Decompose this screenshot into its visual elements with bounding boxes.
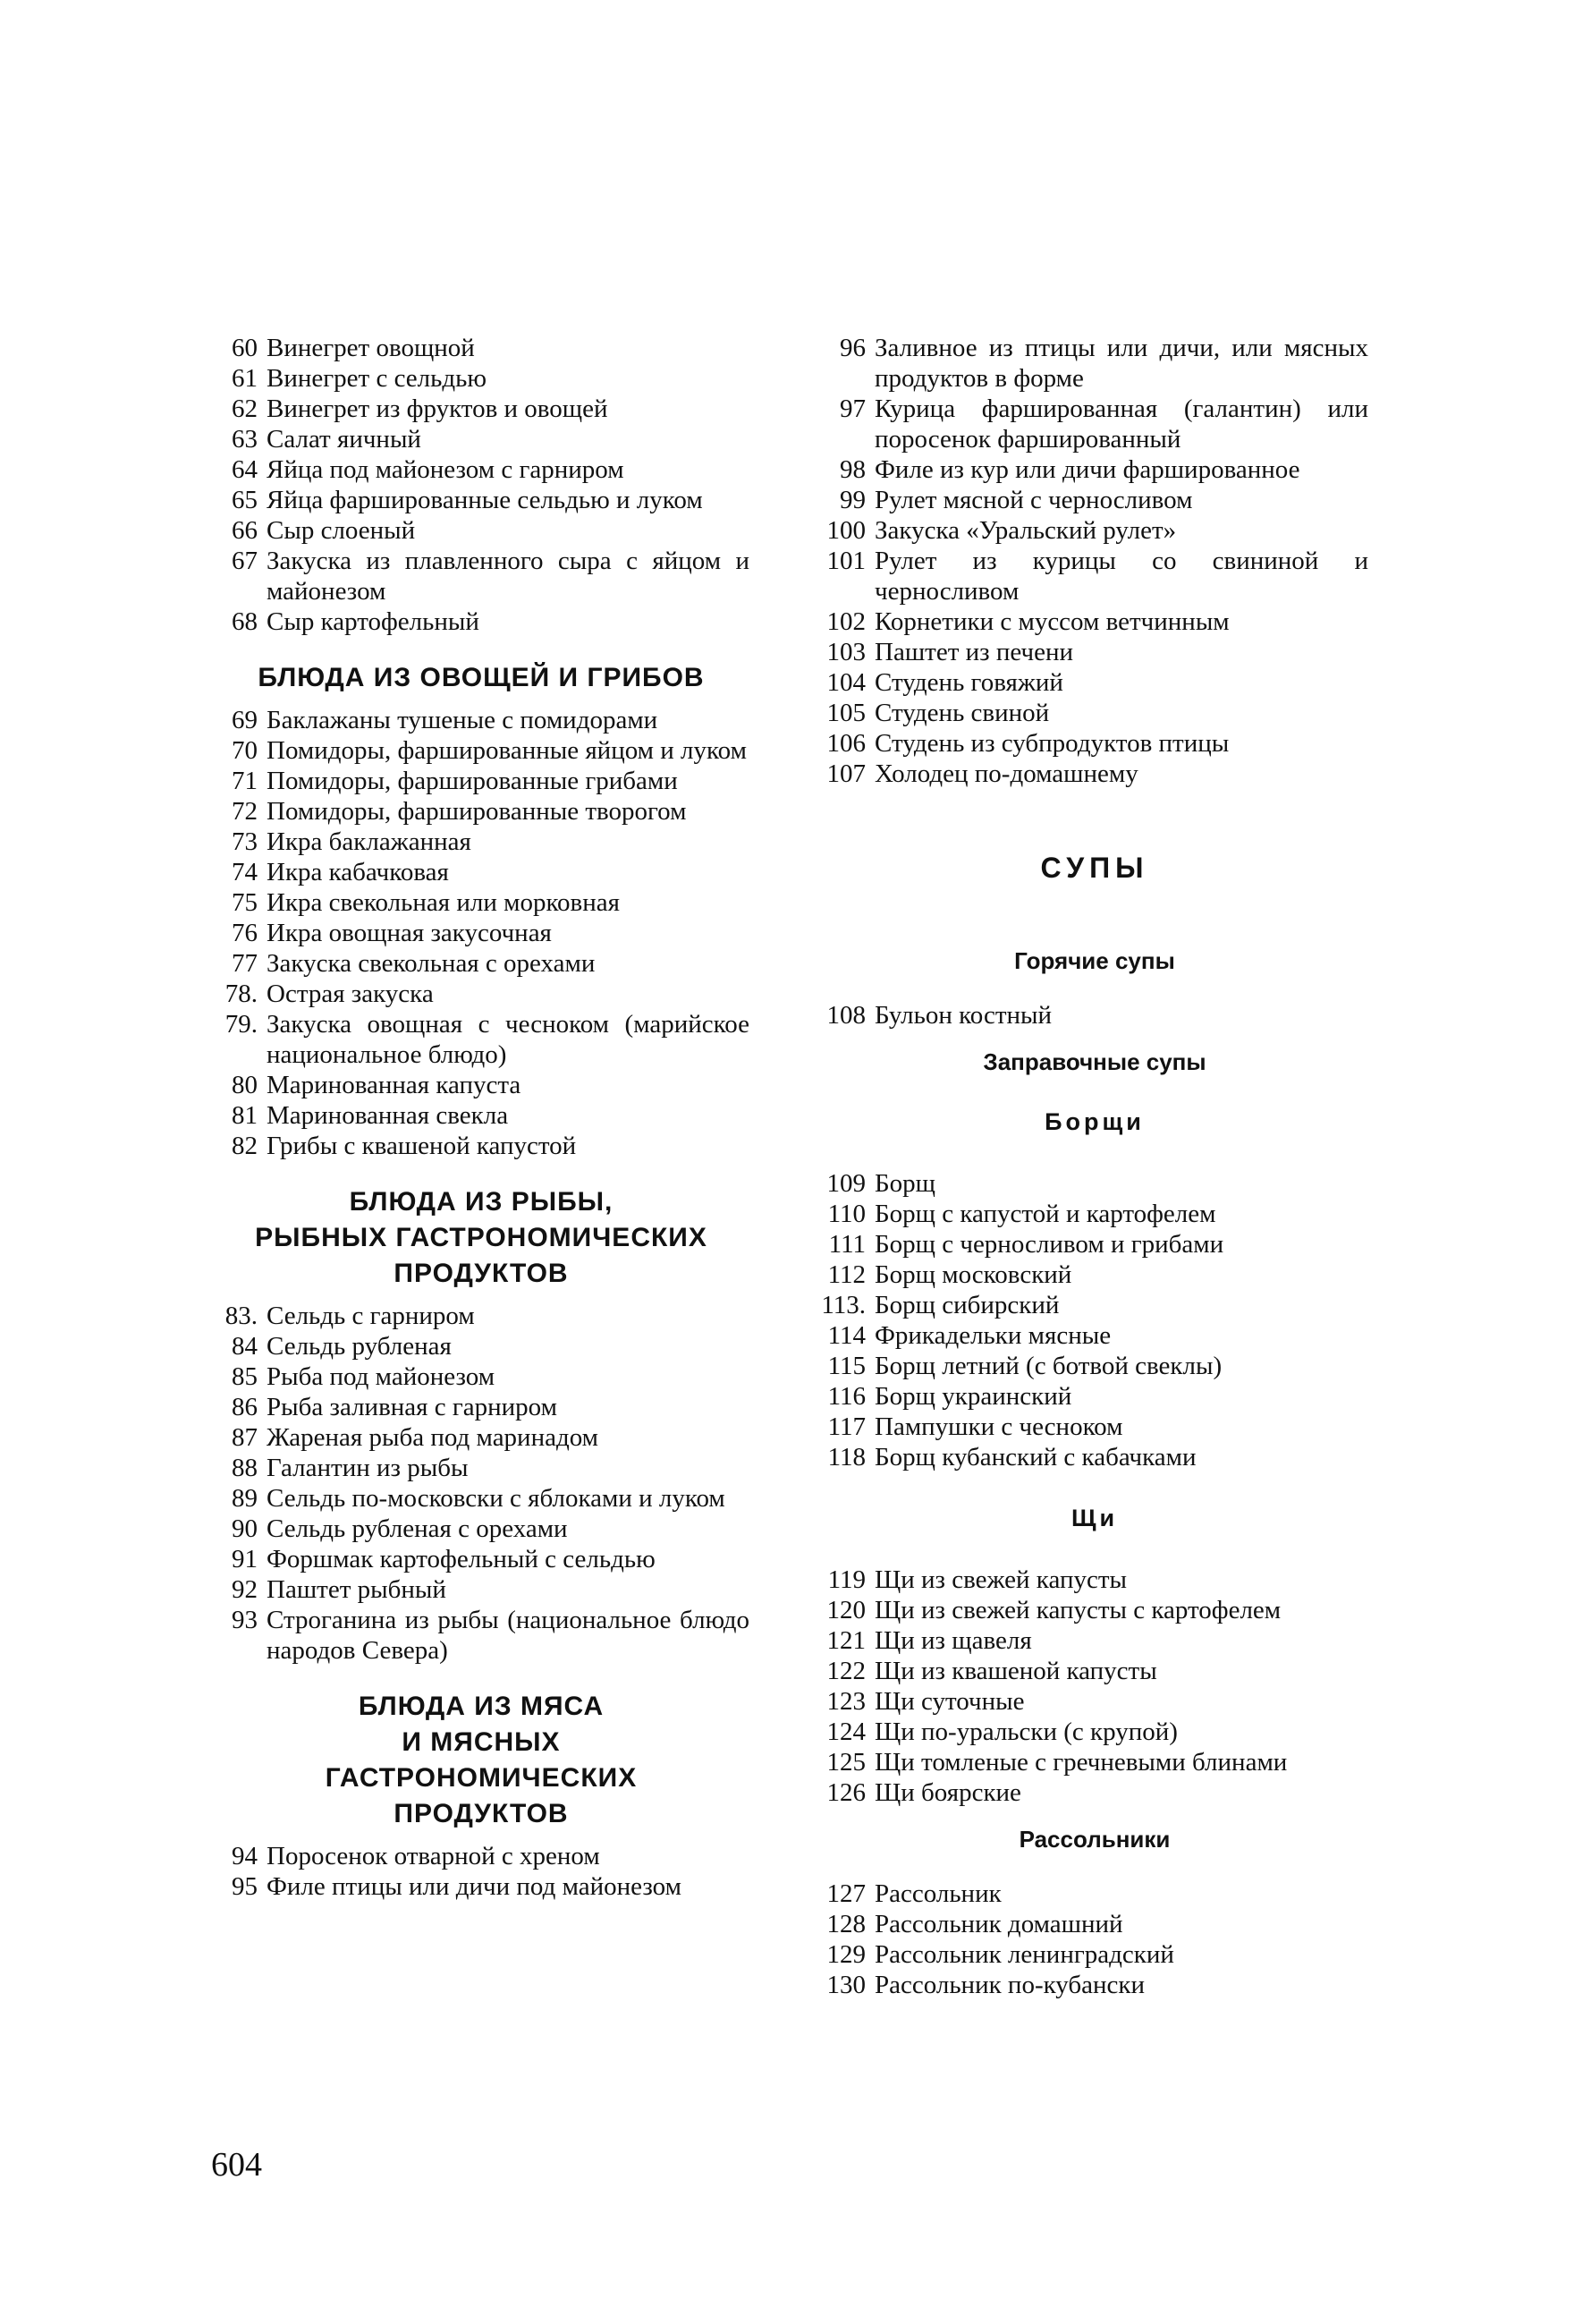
recipe-entry — [213, 887, 749, 918]
recipe-title: Борщ украинский — [875, 1382, 1072, 1411]
recipe-number: 104 — [826, 668, 866, 697]
recipe-number: 90 — [232, 1514, 258, 1543]
recipe-title: Помидоры, фаршированные грибами — [267, 767, 678, 795]
recipe-number: 69 — [232, 706, 258, 734]
right-column — [821, 333, 1368, 2000]
recipe-title: Сельдь рубленая с орехами — [267, 1514, 568, 1543]
recipe-number: 116 — [827, 1382, 866, 1411]
section-heading: БЛЮДА ИЗ ОВОЩЕЙ И ГРИБОВ — [258, 663, 705, 692]
recipe-title: Рыба заливная с гарниром — [267, 1393, 557, 1421]
recipe-entry — [213, 827, 749, 857]
recipe-number: 63 — [232, 425, 258, 454]
recipe-title: Сыр картофельный — [267, 607, 479, 636]
recipe-title: Борщ с черносливом и грибами — [875, 1230, 1224, 1259]
recipe-title: Маринованная свекла — [267, 1101, 509, 1130]
recipe-number: 128 — [826, 1910, 866, 1938]
recipe-number: 129 — [826, 1940, 866, 1969]
recipe-number: 115 — [827, 1352, 866, 1380]
recipe-title: Сельдь рубленая — [267, 1332, 452, 1361]
recipe-entry — [821, 1168, 1368, 1199]
recipe-entry — [213, 1422, 749, 1453]
recipe-entry — [821, 515, 1368, 546]
recipe-number: 70 — [232, 736, 258, 765]
recipe-entry — [821, 1777, 1368, 1808]
recipe-entry — [213, 1514, 749, 1544]
recipe-title: Закуска свекольная с орехами — [267, 949, 596, 978]
recipe-entry — [213, 735, 749, 766]
recipe-entry — [821, 1717, 1368, 1747]
recipe-number: 67 — [232, 547, 258, 575]
recipe-title: Щи суточные — [875, 1687, 1025, 1716]
recipe-number: 98 — [840, 455, 866, 484]
recipe-entry — [213, 1544, 749, 1574]
recipe-number: 112 — [827, 1260, 866, 1289]
recipe-entry — [821, 759, 1368, 789]
recipe-number: 105 — [826, 699, 866, 727]
recipe-entry — [213, 1392, 749, 1422]
recipe-number: 101 — [826, 547, 866, 575]
recipe-entry — [213, 363, 749, 394]
recipe-entry — [821, 1686, 1368, 1717]
recipe-title: Сельдь по-московски с яблоками и луком — [267, 1484, 725, 1513]
recipe-entry — [821, 1656, 1368, 1686]
recipe-entry — [213, 606, 749, 637]
recipe-entry — [213, 1483, 749, 1514]
recipe-entry — [213, 1871, 749, 1902]
recipe-number: 130 — [826, 1971, 866, 1999]
recipe-number: 74 — [232, 858, 258, 886]
recipe-title: Острая закуска — [267, 980, 434, 1008]
recipe-title: Икра кабачковая — [267, 858, 449, 886]
recipe-number: 62 — [232, 394, 258, 423]
recipe-entry — [821, 1625, 1368, 1656]
recipe-entry — [213, 979, 749, 1009]
recipe-number: 91 — [232, 1545, 258, 1573]
recipe-entry — [213, 796, 749, 827]
recipe-number: 68 — [232, 607, 258, 636]
recipe-title: Рыба под майонезом — [267, 1362, 495, 1391]
recipe-number: 60 — [232, 334, 258, 362]
recipe-entry — [821, 454, 1368, 485]
recipe-number: 82 — [232, 1132, 258, 1160]
recipe-number: 73 — [232, 827, 258, 856]
recipe-number: 92 — [232, 1575, 258, 1604]
recipe-number: 127 — [826, 1879, 866, 1908]
recipe-entry — [213, 1331, 749, 1361]
recipe-entry — [821, 1909, 1368, 1939]
recipe-entry — [821, 1747, 1368, 1777]
recipe-entry — [821, 1595, 1368, 1625]
recipe-entry — [213, 546, 749, 606]
recipe-entry — [213, 1605, 749, 1666]
recipe-number: 66 — [232, 516, 258, 545]
recipe-entry — [821, 333, 1368, 394]
recipe-entry — [821, 1351, 1368, 1381]
recipe-entry — [213, 1574, 749, 1605]
section-heading: Горячие супы — [1014, 947, 1175, 974]
recipe-number: 97 — [840, 394, 866, 423]
recipe-entry — [213, 1841, 749, 1871]
recipe-title: Икра овощная закусочная — [267, 919, 552, 947]
recipe-number: 94 — [232, 1842, 258, 1870]
recipe-entry — [821, 667, 1368, 698]
recipe-entry — [213, 1100, 749, 1131]
recipe-entry — [821, 485, 1368, 515]
recipe-entry — [821, 698, 1368, 728]
recipe-entry — [213, 918, 749, 948]
recipe-entry — [821, 728, 1368, 759]
recipe-number: 75 — [232, 888, 258, 917]
recipe-number: 123 — [826, 1687, 866, 1716]
recipe-entry — [821, 394, 1368, 454]
recipe-number: 114 — [827, 1321, 866, 1350]
recipe-title: Паштет рыбный — [267, 1575, 446, 1604]
recipe-title: Жареная рыба под маринадом — [267, 1423, 599, 1452]
recipe-title: Щи томленые с гречневыми блинами — [875, 1748, 1288, 1777]
recipe-entry — [213, 766, 749, 796]
recipe-number: 121 — [826, 1626, 866, 1655]
recipe-entry — [821, 1970, 1368, 2000]
recipe-number: 108 — [826, 1001, 866, 1030]
recipe-title: Салат яичный — [267, 425, 421, 454]
recipe-title: Рассольник домашний — [875, 1910, 1123, 1938]
recipe-number: 109 — [826, 1169, 866, 1198]
recipe-title: Студень из субпродуктов птицы — [875, 729, 1230, 758]
recipe-number: 102 — [826, 607, 866, 636]
recipe-number: 95 — [232, 1872, 258, 1901]
recipe-title: Помидоры, фаршированные творогом — [267, 797, 687, 826]
recipe-entry — [821, 1565, 1368, 1595]
recipe-number: 88 — [232, 1454, 258, 1482]
recipe-title: Рассольник по-кубански — [875, 1971, 1146, 1999]
recipe-number: 89 — [232, 1484, 258, 1513]
recipe-number: 76 — [232, 919, 258, 947]
recipe-entry — [821, 1381, 1368, 1412]
recipe-title: Винегрет из фруктов и овощей — [267, 394, 608, 423]
recipe-title: Бульон костный — [875, 1001, 1053, 1030]
recipe-title: Холодец по-домашнему — [875, 759, 1138, 788]
recipe-title: Корнетики с муссом ветчинным — [875, 607, 1230, 636]
recipe-entry — [213, 1009, 749, 1070]
recipe-number: 113. — [821, 1291, 866, 1319]
recipe-entry — [821, 1000, 1368, 1031]
recipe-entry — [213, 394, 749, 424]
recipe-number: 78. — [224, 980, 258, 1008]
recipe-number: 93 — [232, 1606, 258, 1634]
recipe-entry — [213, 485, 749, 515]
recipe-number: 111 — [828, 1230, 866, 1259]
recipe-title: Щи из свежей капусты с картофелем — [875, 1596, 1282, 1624]
recipe-title: Курица фаршированная (галантин) или поросенок фаршированный — [875, 394, 1368, 454]
recipe-number: 117 — [827, 1412, 866, 1441]
recipe-title: Яйца под майонезом с гарниром — [267, 455, 624, 484]
recipe-number: 110 — [827, 1200, 866, 1228]
recipe-entry — [821, 546, 1368, 606]
recipe-entry — [213, 424, 749, 454]
recipe-number: 79. — [224, 1010, 258, 1039]
recipe-entry — [821, 1290, 1368, 1320]
recipe-number: 77 — [232, 949, 258, 978]
recipe-entry — [213, 1453, 749, 1483]
recipe-title: Студень говяжий — [875, 668, 1063, 697]
recipe-number: 72 — [232, 797, 258, 826]
recipe-entry — [821, 1229, 1368, 1260]
recipe-number: 84 — [232, 1332, 258, 1361]
recipe-title: Закуска овощная с чесноком (марийское национальное блюдо) — [267, 1010, 749, 1069]
page-number: 604 — [211, 2146, 262, 2184]
recipe-title: Грибы с квашеной капустой — [267, 1132, 577, 1160]
recipe-title: Галантин из рыбы — [267, 1454, 469, 1482]
section-heading: СУПЫ — [1040, 852, 1149, 884]
recipe-title: Студень свиной — [875, 699, 1050, 727]
recipe-title: Паштет из печени — [875, 638, 1074, 666]
recipe-number: 61 — [232, 364, 258, 393]
recipe-title: Борщ с капустой и картофелем — [875, 1200, 1216, 1228]
recipe-number: 80 — [232, 1071, 258, 1099]
recipe-title: Поросенок отварной с хреном — [267, 1842, 600, 1870]
recipe-title: Борщ московский — [875, 1260, 1072, 1289]
recipe-title: Щи боярские — [875, 1778, 1021, 1807]
recipe-title: Рассольник — [875, 1879, 1002, 1908]
section-heading: Заправочные супы — [983, 1048, 1206, 1075]
recipe-title: Фрикадельки мясные — [875, 1321, 1112, 1350]
recipe-entry — [821, 1260, 1368, 1290]
recipe-entry — [213, 857, 749, 887]
recipe-title: Заливное из птицы или дичи, или мясных продуктов в форме — [875, 334, 1368, 393]
recipe-number: 119 — [827, 1565, 866, 1594]
recipe-title: Закуска «Уральский рулет» — [875, 516, 1177, 545]
recipe-number: 64 — [232, 455, 258, 484]
left-column — [213, 333, 749, 1902]
recipe-title: Филе из кур или дичи фаршированное — [875, 455, 1300, 484]
recipe-entry — [821, 606, 1368, 637]
recipe-entry — [213, 1361, 749, 1392]
recipe-number: 81 — [232, 1101, 258, 1130]
recipe-entry — [821, 1199, 1368, 1229]
recipe-title: Икра свекольная или морковная — [267, 888, 620, 917]
recipe-title: Борщ — [875, 1169, 935, 1198]
section-heading: Щи — [1070, 1505, 1119, 1531]
recipe-title: Маринованная капуста — [267, 1071, 521, 1099]
recipe-number: 100 — [826, 516, 866, 545]
recipe-entry — [821, 1442, 1368, 1472]
recipe-number: 103 — [826, 638, 866, 666]
recipe-title: Закуска из плавленного сыра с яйцом и майонезом — [267, 547, 749, 606]
recipe-title: Рассольник ленинградский — [875, 1940, 1174, 1969]
recipe-title: Щи по-уральски (с крупой) — [875, 1718, 1178, 1746]
recipe-number: 65 — [232, 486, 258, 514]
recipe-number: 107 — [826, 759, 866, 788]
recipe-title: Яйца фаршированные сельдью и луком — [267, 486, 703, 514]
recipe-entry — [821, 1320, 1368, 1351]
recipe-title: Пампушки с чесноком — [875, 1412, 1123, 1441]
section-heading: БЛЮДА ИЗ РЫБЫ, РЫБНЫХ ГАСТРОНОМИЧЕСКИХ ПРОДУКТОВ — [255, 1187, 707, 1288]
recipe-entry — [821, 637, 1368, 667]
recipe-number: 99 — [840, 486, 866, 514]
section-heading: Борщи — [1045, 1108, 1145, 1135]
section-heading: Рассольники — [1019, 1826, 1171, 1853]
section-heading: БЛЮДА ИЗ МЯСА И МЯСНЫХ ГАСТРОНОМИЧЕСКИХ ПРОДУКТОВ — [325, 1692, 638, 1828]
recipe-entry — [821, 1412, 1368, 1442]
recipe-entry — [213, 1131, 749, 1161]
recipe-entry — [213, 1070, 749, 1100]
recipe-number: 85 — [232, 1362, 258, 1391]
recipe-title: Борщ летний (с ботвой свеклы) — [875, 1352, 1223, 1380]
recipe-number: 87 — [232, 1423, 258, 1452]
recipe-entry — [213, 705, 749, 735]
recipe-title: Икра баклажанная — [267, 827, 471, 856]
recipe-number: 96 — [840, 334, 866, 362]
recipe-number: 120 — [826, 1596, 866, 1624]
recipe-number: 118 — [827, 1443, 866, 1472]
recipe-title: Помидоры, фаршированные яйцом и луком — [267, 736, 747, 765]
recipe-number: 122 — [826, 1657, 866, 1685]
recipe-title: Щи из щавеля — [875, 1626, 1032, 1655]
recipe-title: Щи из квашеной капусты — [875, 1657, 1157, 1685]
recipe-entry — [213, 515, 749, 546]
recipe-number: 83. — [224, 1302, 258, 1330]
recipe-title: Винегрет с сельдью — [267, 364, 487, 393]
recipe-number: 106 — [826, 729, 866, 758]
recipe-title: Форшмак картофельный с сельдью — [267, 1545, 656, 1573]
recipe-entry — [821, 1939, 1368, 1970]
recipe-entry — [213, 333, 749, 363]
recipe-number: 71 — [232, 767, 258, 795]
recipe-title: Сельдь с гарниром — [267, 1302, 475, 1330]
recipe-title: Сыр слоеный — [267, 516, 416, 545]
recipe-title: Борщ сибирский — [875, 1291, 1060, 1319]
recipe-entry — [213, 454, 749, 485]
recipe-entry — [213, 948, 749, 979]
recipe-title: Винегрет овощной — [267, 334, 475, 362]
recipe-number: 86 — [232, 1393, 258, 1421]
recipe-entry — [213, 1301, 749, 1331]
recipe-number: 126 — [826, 1778, 866, 1807]
recipe-title: Рулет мясной с черносливом — [875, 486, 1193, 514]
recipe-title: Баклажаны тушеные с помидорами — [267, 706, 658, 734]
recipe-entry — [821, 1879, 1368, 1909]
recipe-title: Филе птицы или дичи под майонезом — [267, 1872, 681, 1901]
recipe-number: 124 — [826, 1718, 866, 1746]
recipe-title: Строганина из рыбы (национальное блюдо народов Севера) — [267, 1606, 749, 1665]
recipe-title: Борщ кубанский с кабачками — [875, 1443, 1197, 1472]
recipe-number: 125 — [826, 1748, 866, 1777]
recipe-title: Рулет из курицы со свининой и черносливом — [875, 547, 1368, 606]
recipe-title: Щи из свежей капусты — [875, 1565, 1127, 1594]
